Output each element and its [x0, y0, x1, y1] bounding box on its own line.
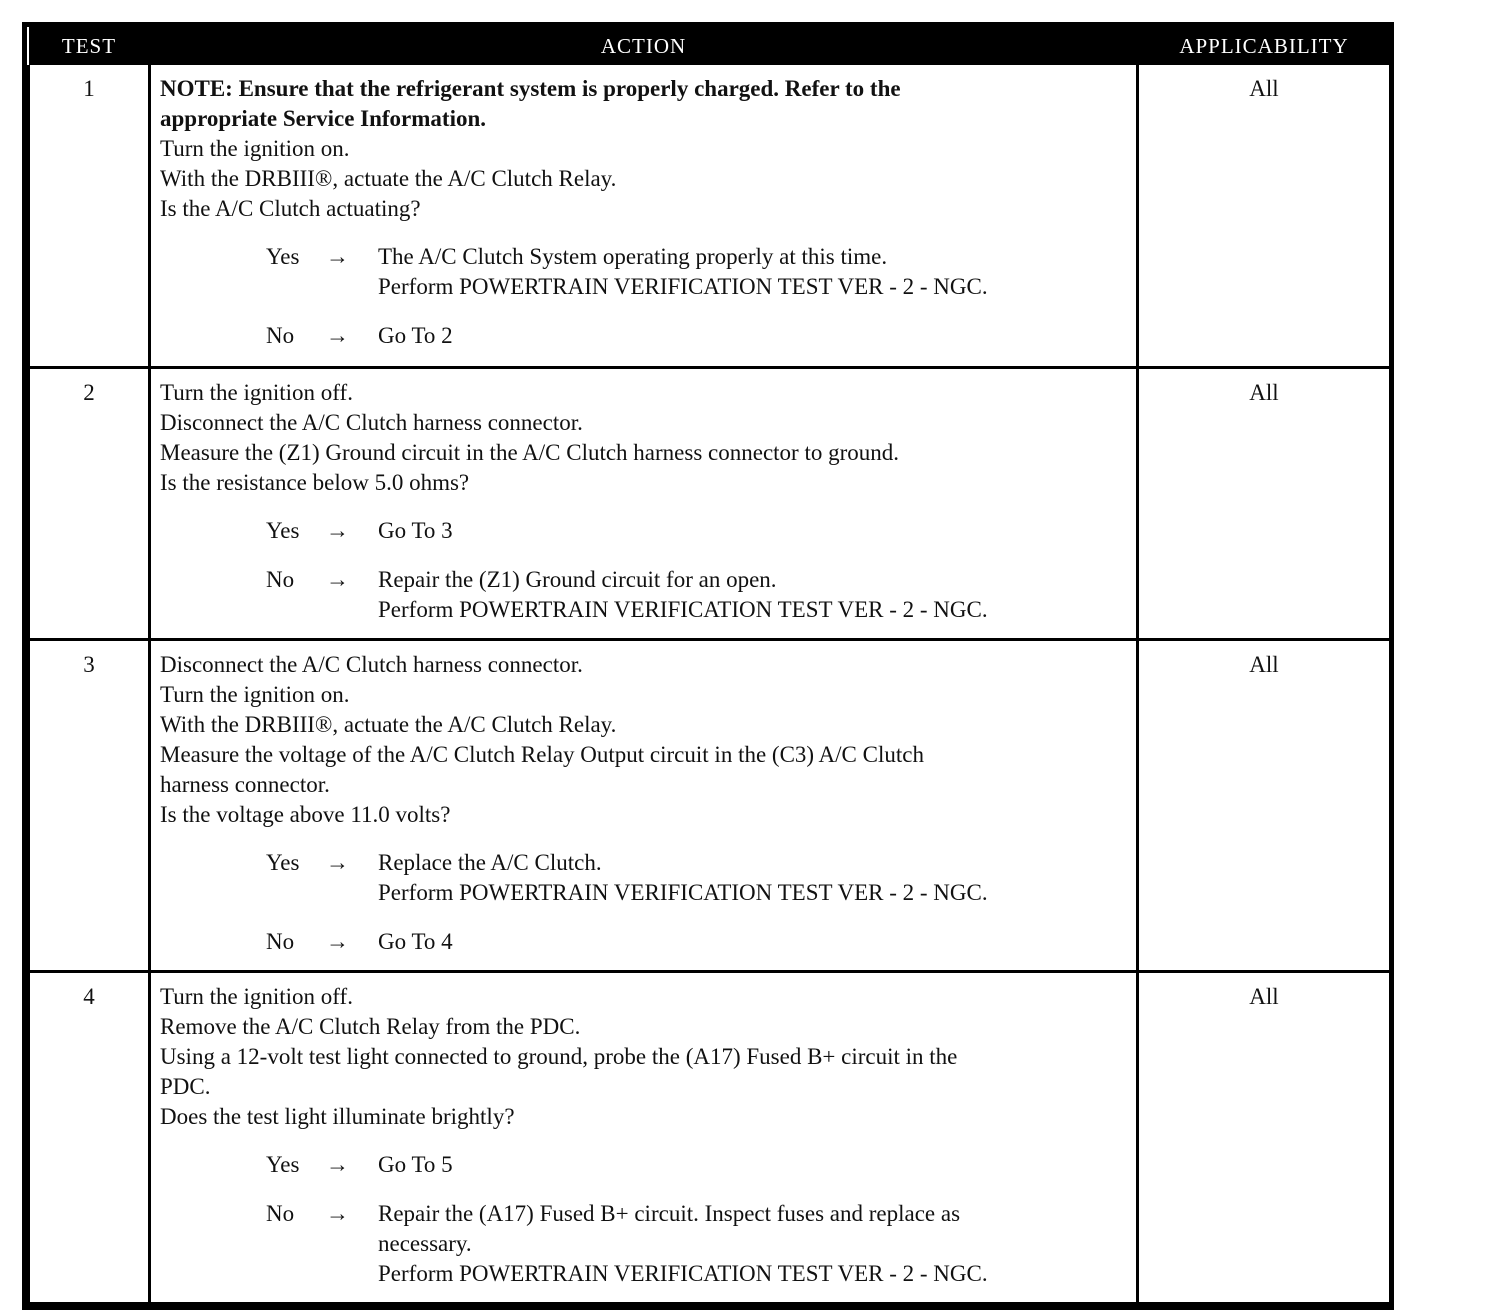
result-line: Perform POWERTRAIN VERIFICATION TEST VER - 2 - NGC. — [378, 596, 988, 622]
test-row-1 — [29, 65, 1391, 367]
answer-key: Yes — [266, 1151, 300, 1177]
result-line: Go To 5 — [378, 1151, 453, 1177]
diagnostic-test-table — [22, 22, 1394, 1310]
action-line: harness connector. — [160, 771, 330, 797]
answer-no — [266, 1199, 1128, 1289]
action-line: Is the voltage above 11.0 volts? — [160, 801, 451, 827]
note-line: appropriate Service Information. — [160, 106, 487, 131]
action-line: Turn the ignition off. — [160, 379, 353, 405]
test-number: 3 — [29, 639, 150, 971]
test-row-3 — [29, 639, 1391, 971]
action-line: Turn the ignition on. — [160, 136, 350, 161]
action-line: Disconnect the A/C Clutch harness connector. — [160, 651, 583, 677]
arrow-icon: → — [326, 566, 349, 592]
note-line: NOTE: Ensure that the refrigerant system is properly charged. Refer to the — [160, 76, 901, 101]
action-line: PDC. — [160, 1073, 211, 1099]
answer-result — [378, 321, 1128, 351]
answer-result — [378, 516, 1128, 546]
action-cell — [150, 367, 1138, 639]
answer-result — [378, 565, 1128, 625]
answer-no — [266, 321, 1128, 351]
action-line: Turn the ignition on. — [160, 681, 350, 707]
result-line: Replace the A/C Clutch. — [378, 849, 602, 875]
action-line: Remove the A/C Clutch Relay from the PDC. — [160, 1013, 581, 1039]
action-line: Measure the (Z1) Ground circuit in the A/C Clutch harness connector to ground. — [160, 439, 900, 465]
answer-yes — [266, 848, 1128, 908]
action-cell — [150, 65, 1138, 367]
answer-key: Yes — [266, 517, 300, 543]
answer-result — [378, 1199, 1128, 1289]
arrow-icon: → — [326, 928, 349, 954]
result-line: Perform POWERTRAIN VERIFICATION TEST VER - 2 - NGC. — [378, 879, 988, 905]
action-line: With the DRBIII®, actuate the A/C Clutch Relay. — [160, 711, 617, 737]
test-table — [27, 27, 1392, 1305]
action-line: Using a 12-volt test light connected to ground, probe the (A17) Fused B+ circuit in the — [160, 1043, 958, 1069]
header-row — [29, 27, 1391, 65]
answer-no — [266, 565, 1128, 625]
answer-result — [378, 242, 1128, 302]
header-action: ACTION — [150, 27, 1138, 65]
applicability-cell: All — [1138, 971, 1391, 1303]
answer-result — [378, 927, 1128, 957]
test-row-4 — [29, 971, 1391, 1303]
answer-key: Yes — [266, 244, 300, 269]
result-line: Perform POWERTRAIN VERIFICATION TEST VER - 2 - NGC. — [378, 1260, 988, 1286]
answer-result — [378, 848, 1128, 908]
header-test: TEST — [29, 27, 150, 65]
arrow-icon: → — [326, 1151, 349, 1177]
action-line: Is the A/C Clutch actuating? — [160, 196, 421, 221]
action-line: Is the resistance below 5.0 ohms? — [160, 469, 470, 495]
arrow-icon: → — [326, 849, 349, 875]
header-applicability: APPLICABILITY — [1138, 27, 1391, 65]
answer-result — [378, 1150, 1128, 1180]
arrow-icon: → — [326, 517, 349, 543]
answer-key: No — [266, 566, 295, 592]
result-line: necessary. — [378, 1230, 472, 1256]
test-number: 4 — [29, 971, 150, 1303]
action-line: Disconnect the A/C Clutch harness connector. — [160, 409, 583, 435]
answer-key: No — [266, 928, 295, 954]
result-line: The A/C Clutch System operating properly at this time. — [378, 244, 888, 269]
action-line: Turn the ignition off. — [160, 983, 353, 1009]
answer-yes — [266, 1150, 1128, 1180]
result-line: Perform POWERTRAIN VERIFICATION TEST VER - 2 - NGC. — [378, 274, 988, 299]
applicability-cell: All — [1138, 367, 1391, 639]
result-line: Repair the (Z1) Ground circuit for an open. — [378, 566, 777, 592]
action-line: With the DRBIII®, actuate the A/C Clutch Relay. — [160, 166, 617, 191]
action-line: Measure the voltage of the A/C Clutch Relay Output circuit in the (C3) A/C Clutch — [160, 741, 924, 767]
answer-key: No — [266, 323, 295, 348]
applicability-cell: All — [1138, 65, 1391, 367]
test-number: 1 — [29, 65, 150, 367]
arrow-icon: → — [326, 323, 349, 348]
result-line: Repair the (A17) Fused B+ circuit. Inspect fuses and replace as — [378, 1200, 961, 1226]
action-line: Does the test light illuminate brightly? — [160, 1103, 515, 1129]
result-line: Go To 3 — [378, 517, 453, 543]
arrow-icon: → — [326, 244, 349, 269]
answer-key: No — [266, 1200, 295, 1226]
answer-no — [266, 927, 1128, 957]
action-cell — [150, 639, 1138, 971]
test-number: 2 — [29, 367, 150, 639]
action-cell — [150, 971, 1138, 1303]
test-row-2 — [29, 367, 1391, 639]
applicability-cell: All — [1138, 639, 1391, 971]
arrow-icon: → — [326, 1200, 349, 1226]
result-line: Go To 2 — [378, 323, 453, 348]
answer-yes — [266, 516, 1128, 546]
answer-yes — [266, 242, 1128, 302]
answer-key: Yes — [266, 849, 300, 875]
result-line: Go To 4 — [378, 928, 453, 954]
